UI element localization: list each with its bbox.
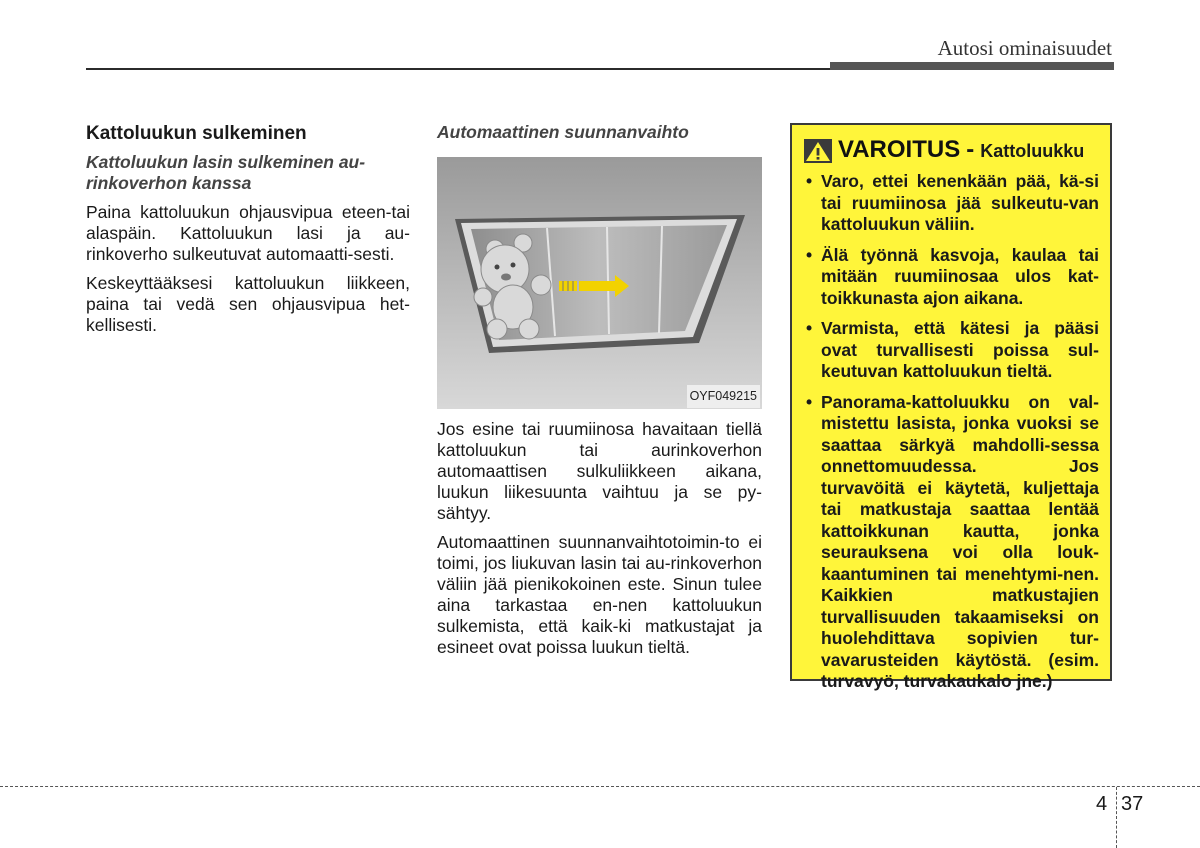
- warning-triangle-icon: [804, 139, 832, 163]
- subsection-title: Automaattinen suunnanvaihto: [437, 122, 689, 142]
- middle-column: [437, 120, 762, 666]
- warning-item: • Panorama-kattoluukku on val-mistettu lasista, jonka vuoksi se saattaa särkyä mahdolli-sessa onnettomuudessa. Jos turvavöitä ei käytetä, kuljettaja tai matkustaja saattaa lentää kattoikkunan kautta, jonka seurauksena voi olla louk-kaantuminen tai menehtymi-nen. Kaikkien matkustajien turvallisuuden takaamiseksi on huolehdittava sopivien tur-vavarusteiden käytöstä. (esim. turvavyö, turvakaukalo jne.): [804, 392, 1099, 693]
- paragraph: Automaattinen suunnanvaihtotoimin-to ei toimi, jos liukuvan lasin tai au-rinkoverhon väliin jää pienikokoinen este. Sinun tulee aina tarkastaa en-nen kattoluukun sulkemista, että kaik-ki matkustajat ja esineet ovat poissa luukun tieltä.: [437, 532, 762, 657]
- warning-item: • Älä työnnä kasvoja, kaulaa tai mitään ruumiinosaa ulos kat-toikkunasta ajon aikana.: [804, 245, 1099, 310]
- warning-separator: -: [966, 136, 975, 163]
- sunroof-figure: [437, 157, 762, 409]
- subsection-title: Kattoluukun lasin sulkeminen au-rinkoverhon kanssa: [86, 152, 366, 193]
- warning-item: • Varo, ettei kenenkään pää, kä-si tai ruumiinosa jää sulkeutu-van kattoluukun väliin.: [804, 171, 1099, 236]
- warning-item: • Varmista, että kätesi ja pääsi ovat turvallisesti poissa sul-keutuvan kattoluukun tieltä.: [804, 318, 1099, 383]
- header-rule-accent: [830, 62, 1114, 70]
- sunroof-child-obstacle-illustration: [437, 157, 762, 409]
- warning-box: [790, 123, 1112, 691]
- left-column: [86, 120, 410, 344]
- page-header-title: Autosi ominaisuudet: [937, 36, 1112, 60]
- page-number-separator: [1116, 787, 1117, 848]
- page-number: 37: [1121, 793, 1144, 815]
- warning-topic: Kattoluukku: [980, 141, 1085, 161]
- figure-code: OYF049215: [687, 385, 760, 408]
- warning-list: [804, 171, 1099, 693]
- chapter-number: 4: [1096, 793, 1108, 815]
- paragraph: Paina kattoluukun ohjausvipua eteen-tai alaspäin. Kattoluukun lasi ja au-rinkoverho sulkeutuvat automaatti-sesti.: [86, 202, 410, 264]
- warning-label: VAROITUS: [838, 136, 961, 163]
- warning-heading: [804, 137, 1099, 163]
- footer-rule: [0, 786, 1200, 787]
- paragraph: Keskeyttääksesi kattoluukun liikkeen, paina tai vedä sen ohjausvipua het-kellisesti.: [86, 273, 410, 335]
- section-title: Kattoluukun sulkeminen: [86, 123, 307, 144]
- paragraph: Jos esine tai ruumiinosa havaitaan tiellä kattoluukun tai aurinkoverhon automaattisen sulkuliikkeen aikana, luukun liikesuunta vaihtuu ja se py-sähtyy.: [437, 419, 762, 523]
